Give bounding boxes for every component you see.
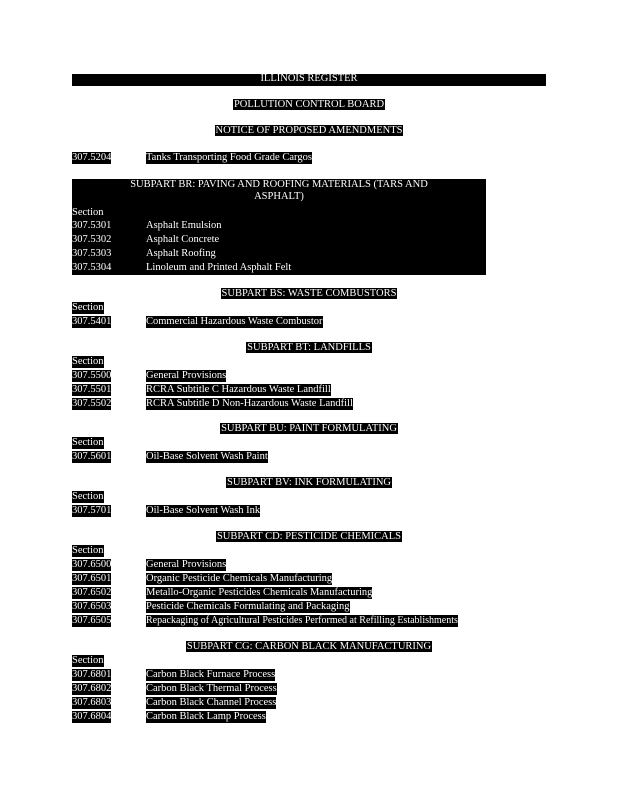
section-number: 307.5301 bbox=[72, 220, 112, 231]
section-number: 307.6500 bbox=[72, 559, 112, 570]
subpart-br-heading-line1: SUBPART BR: PAVING AND ROOFING MATERIALS (TARS AND bbox=[130, 179, 428, 190]
board-title bbox=[0, 99, 618, 111]
subpart-br-heading bbox=[72, 179, 486, 203]
section-title: Carbon Black Furnace Process bbox=[146, 669, 276, 680]
section-title: Metallo-Organic Pesticides Chemicals Manufacturing bbox=[146, 587, 373, 598]
section-number: 307.6802 bbox=[72, 683, 112, 694]
subpart-br-heading-line2: ASPHALT) bbox=[254, 191, 304, 202]
section-title: Commercial Hazardous Waste Combustor bbox=[146, 316, 323, 327]
subpart-bv-heading-text: SUBPART BV: INK FORMULATING bbox=[227, 477, 391, 488]
section-number: 307.5601 bbox=[72, 451, 112, 462]
section-title: Asphalt Concrete bbox=[146, 234, 220, 245]
section-number: 307.5501 bbox=[72, 384, 112, 395]
subpart-bt-heading-text: SUBPART BT: LANDFILLS bbox=[247, 342, 371, 353]
section-number: 307.5304 bbox=[72, 262, 112, 273]
section-title: General Provisions bbox=[146, 559, 227, 570]
section-title: Tanks Transporting Food Grade Cargos bbox=[146, 152, 312, 163]
section-number: 307.5303 bbox=[72, 248, 112, 259]
subpart-cd-heading-text: SUBPART CD: PESTICIDE CHEMICALS bbox=[216, 531, 402, 542]
section-number: 307.5401 bbox=[72, 316, 112, 327]
notice-title bbox=[0, 125, 618, 137]
subpart-bu-heading-text: SUBPART BU: PAINT FORMULATING bbox=[221, 423, 397, 434]
section-title: RCRA Subtitle C Hazardous Waste Landfill bbox=[146, 384, 331, 395]
section-title: Repackaging of Agricultural Pesticides Performed at Refilling Establishments bbox=[146, 615, 458, 626]
section-label: Section bbox=[72, 207, 104, 218]
board-title-text: POLLUTION CONTROL BOARD bbox=[233, 99, 385, 110]
subpart-cd-heading bbox=[0, 531, 618, 543]
section-number: 307.6804 bbox=[72, 711, 112, 722]
section-title: Asphalt Roofing bbox=[146, 248, 216, 259]
section-label: Section bbox=[72, 356, 104, 367]
section-number: 307.6503 bbox=[72, 601, 112, 612]
subpart-cg-heading-text: SUBPART CG: CARBON BLACK MANUFACTURING bbox=[186, 641, 432, 652]
section-number: 307.5701 bbox=[72, 505, 112, 516]
section-title: RCRA Subtitle D Non-Hazardous Waste Landfill bbox=[146, 398, 353, 409]
section-number: 307.5204 bbox=[72, 152, 112, 163]
section-title: Linoleum and Printed Asphalt Felt bbox=[146, 262, 292, 273]
section-title: Carbon Black Channel Process bbox=[146, 697, 277, 708]
notice-title-text: NOTICE OF PROPOSED AMENDMENTS bbox=[215, 125, 403, 136]
section-title: Carbon Black Lamp Process bbox=[146, 711, 266, 722]
section-number: 307.6501 bbox=[72, 573, 112, 584]
section-label: Section bbox=[72, 655, 104, 666]
section-title: Oil-Base Solvent Wash Paint bbox=[146, 451, 268, 462]
section-number: 307.5302 bbox=[72, 234, 112, 245]
section-label: Section bbox=[72, 491, 104, 502]
subpart-bu-heading bbox=[0, 423, 618, 435]
subpart-bs-heading bbox=[0, 288, 618, 300]
section-label: Section bbox=[72, 302, 104, 313]
section-title: Carbon Black Thermal Process bbox=[146, 683, 277, 694]
register-title: ILLINOIS REGISTER bbox=[260, 73, 358, 84]
section-number: 307.6803 bbox=[72, 697, 112, 708]
section-title: Pesticide Chemicals Formulating and Packaging bbox=[146, 601, 350, 612]
subpart-bt-heading bbox=[0, 342, 618, 354]
section-number: 307.6505 bbox=[72, 615, 112, 626]
section-number: 307.5500 bbox=[72, 370, 112, 381]
section-number: 307.5502 bbox=[72, 398, 112, 409]
section-title: Oil-Base Solvent Wash Ink bbox=[146, 505, 261, 516]
section-number: 307.6502 bbox=[72, 587, 112, 598]
section-title: Asphalt Emulsion bbox=[146, 220, 222, 231]
subpart-bv-heading bbox=[0, 477, 618, 489]
subpart-cg-heading bbox=[0, 641, 618, 653]
section-title: Organic Pesticide Chemicals Manufacturing bbox=[146, 573, 333, 584]
section-label: Section bbox=[72, 437, 104, 448]
section-number: 307.6801 bbox=[72, 669, 112, 680]
section-label: Section bbox=[72, 545, 104, 556]
section-title: General Provisions bbox=[146, 370, 227, 381]
subpart-bs-heading-text: SUBPART BS: WASTE COMBUSTORS bbox=[221, 288, 397, 299]
